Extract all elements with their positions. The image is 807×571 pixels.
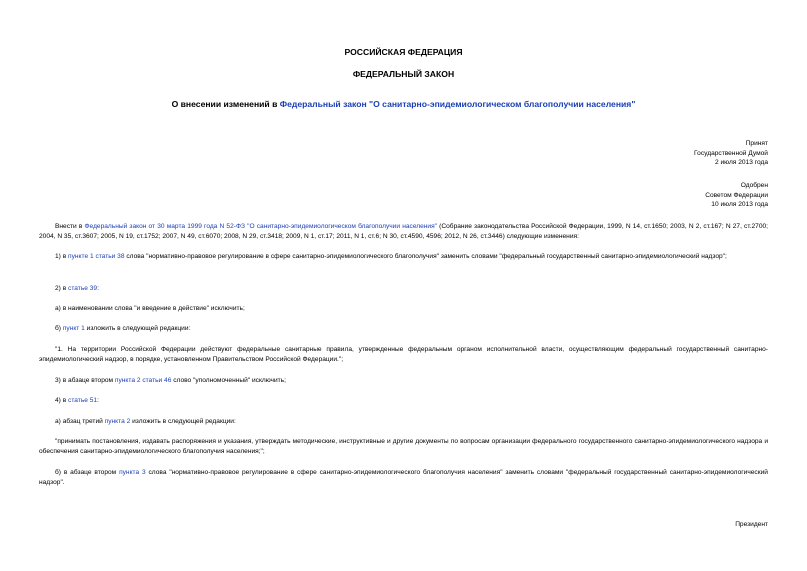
item-2-link[interactable]: статье 39 <box>68 285 98 292</box>
law-title <box>0 99 807 110</box>
item-2b-quote: "1. На территории Российской Федерации действуют федеральные санитарные правила, утвержденные федеральным органом исполнительной власти, осуществляющим федеральный государственный санитарно-эпидемиологический надзор, в порядке, установленном Правительством Российской Федерации."; <box>39 346 768 364</box>
item-4b-start: б) в абзаце втором <box>55 469 120 476</box>
signature-label: Президент <box>735 521 768 528</box>
item-1 <box>39 252 768 262</box>
item-2a: а) в наименовании слова "и введение в действие" исключить; <box>55 305 245 312</box>
adoption-block <box>694 139 768 168</box>
item-4a-start: а) абзац третий <box>55 418 105 425</box>
adopted-label: Принят <box>745 140 768 147</box>
item-4a <box>39 417 768 427</box>
item-2b-start: б) <box>55 325 63 332</box>
item-1-link[interactable]: пункте 1 статьи 38 <box>68 253 125 260</box>
item-3-link[interactable]: пункта 2 статьи 46 <box>114 377 172 384</box>
item-3-end: слово "уполномоченный" исключить; <box>171 377 286 384</box>
item-4b <box>39 468 768 489</box>
item-4a-quote: "принимать постановления, издавать распоряжения и указания, утверждать методические, инструктивные и другие документы по вопросам организации федерального государственного санитарно-эпидемиологического надзора и обеспечения санитарно-эпидемиологического благополучия населения;"; <box>39 438 768 456</box>
approval-block <box>705 181 768 210</box>
document-type-heading: ФЕДЕРАЛЬНЫЙ ЗАКОН <box>352 69 455 79</box>
item-2b-link[interactable]: пункт 1 <box>62 325 85 332</box>
item-1-start: 1) в <box>55 253 69 260</box>
item-4 <box>39 396 768 406</box>
item-4b-link[interactable]: пункта 3 <box>119 469 146 476</box>
item-4a-link[interactable]: пункта 2 <box>104 418 131 425</box>
item-4-start: 4) в <box>55 397 69 404</box>
item-4a-end: изложить в следующей редакции: <box>130 418 236 425</box>
adopted-date: 2 июля 2013 года <box>714 159 768 166</box>
intro-text-start: Внести в <box>55 223 85 230</box>
law-title-link[interactable]: Федеральный закон "О санитарно-эпидемиологическом благополучии населения" <box>279 99 636 109</box>
approved-by: Советом Федерации <box>705 191 768 199</box>
item-2-end: : <box>97 285 99 292</box>
item-3 <box>39 376 768 386</box>
item-4b-end: слова "нормативно-правовое регулирование в сфере санитарно-эпидемиологического благополучия населения" заменить словами "федеральный государственный санитарно-эпидемиологический надзор". <box>39 469 768 487</box>
item-2-start: 2) в <box>55 285 69 292</box>
item-3-start: 3) в абзаце втором <box>55 377 115 384</box>
approved-label: Одобрен <box>740 182 768 189</box>
country-heading: РОССИЙСКАЯ ФЕДЕРАЦИЯ <box>344 47 463 57</box>
item-4-link[interactable]: статье 51 <box>68 397 98 404</box>
item-4-end: : <box>97 397 99 404</box>
item-2 <box>39 284 768 294</box>
intro-paragraph <box>39 222 768 243</box>
intro-text-end: (Собрание законодательства Российской Федерации, 1999, N 14, ст.1650; 2003, N 2, ст.167; N 27, ст.2700; 2004, N 35, ст.3607; 2005, N 19, ст.1752; 2007, N 49, ст.6070; 2008, N 29, ст.3418; 2009, N 1, ст.17; 2011, N 1, ст.6; N 30, ст.4590, 4596; 2012, N 26, ст.3446) следующие изменения: <box>39 223 768 241</box>
item-2b-end: изложить в следующей редакции: <box>84 325 191 332</box>
item-1-end: слова "нормативно-правовое регулирование в сфере санитарно-эпидемиологического благополучия" заменить словами "федеральный государственный санитарно-эпидемиологический надзор"; <box>124 253 727 260</box>
law-title-prefix: О внесении изменений в <box>171 99 280 109</box>
adopted-by: Государственной Думой <box>694 149 768 157</box>
approved-date: 10 июля 2013 года <box>711 201 768 208</box>
item-2b <box>39 324 768 334</box>
intro-law-link[interactable]: Федеральный закон от 30 марта 1999 года N 52-ФЗ "О санитарно-эпидемиологическом благополучии населения" <box>84 223 438 230</box>
